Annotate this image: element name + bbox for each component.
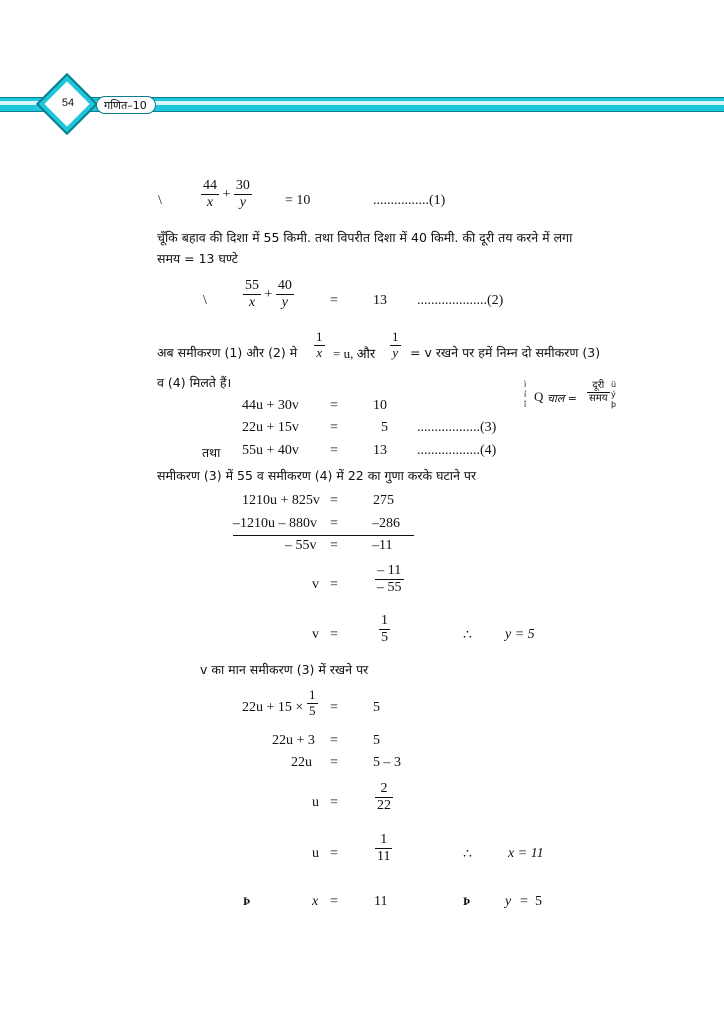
right-brace-marks: ü ý þ xyxy=(611,380,617,409)
equation-1: $\frac{44}{x}$ + $\frac{30}{y}$ xyxy=(203,178,250,211)
fraction-v-result: $\frac{1}{5}$ xyxy=(381,613,388,646)
equation-lhs: – 55v xyxy=(285,538,317,553)
equation-2-rhs: 13 xyxy=(373,293,387,308)
equation-lhs: 22u + 3 xyxy=(272,733,315,748)
equation-lhs: 55u + 40v xyxy=(242,443,299,458)
paragraph-line: समीकरण (3) में 55 व समीकरण (4) में 22 का गुणा करके घटाने पर xyxy=(157,468,477,483)
paragraph-line: चूँकि बहाव की दिशा में 55 किमी. तथा विपरीत दिशा में 40 किमी. की दूरी तय करने में लगा xyxy=(157,230,573,245)
implies-symbol: Þ xyxy=(463,894,471,908)
u-definition: = u, और xyxy=(333,346,376,361)
equation-4-tag: ..................(4) xyxy=(417,443,497,458)
paragraph-line: = v रखने पर हमें निम्न दो समीकरण (3) xyxy=(410,345,601,360)
equation-rhs: 10 xyxy=(373,398,387,413)
therefore-symbol: ∴ xyxy=(463,847,472,862)
fraction-1-over-x: $\frac{1}{x}$ xyxy=(316,329,323,360)
x-result: x = 11 xyxy=(508,846,544,861)
fraction-one-fifth: $\frac{1}{5}$ xyxy=(309,687,316,718)
equals-sign: = xyxy=(330,398,338,413)
equation-lhs: v xyxy=(312,577,319,592)
page-number: 54 xyxy=(61,97,75,109)
equals-sign: = xyxy=(330,577,338,592)
equation-lhs: –1210u – 880v xyxy=(233,516,317,531)
equals-sign: = xyxy=(330,894,338,909)
equals-sign: = xyxy=(330,627,338,642)
equals-sign: = xyxy=(520,894,528,909)
equals-sign: = xyxy=(330,795,338,810)
fraction-v: $\frac{- 11}{- 55}$ xyxy=(377,563,402,596)
equation-lhs: u xyxy=(312,846,319,861)
speed-formula: $\frac{\text{दूरी}}{\text{समय}}$ xyxy=(589,380,608,404)
subject-title: गणित–10 xyxy=(104,99,147,112)
equals-sign: = xyxy=(330,420,338,435)
fraction-1-over-y: $\frac{1}{y}$ xyxy=(392,329,399,360)
equation-rhs: –11 xyxy=(372,538,393,553)
equation-rhs: 275 xyxy=(373,493,394,508)
equals-sign: = xyxy=(330,538,338,553)
equals-sign: = xyxy=(330,846,338,861)
paragraph-line: समय = 13 घण्टे xyxy=(157,251,238,266)
equation-rhs: 5 xyxy=(373,733,380,748)
equation-rhs: 5 xyxy=(381,420,388,435)
word-tatha: तथा xyxy=(202,445,221,460)
equation-1-rhs: = 10 xyxy=(285,193,311,208)
paragraph-line: अब समीकरण (1) और (2) मे xyxy=(157,345,298,360)
paragraph-line: v का मान समीकरण (3) में रखने पर xyxy=(200,662,369,677)
therefore-symbol: ∴ xyxy=(463,628,472,643)
equation-rhs: 5 xyxy=(373,700,380,715)
equation-lhs: 44u + 30v xyxy=(242,398,299,413)
speed-label: चाल = xyxy=(547,392,578,405)
equals-sign: = xyxy=(330,755,338,770)
equals-sign: = xyxy=(330,493,338,508)
equation-lhs: 22u + 15v xyxy=(242,420,299,435)
y-result: y = 5 xyxy=(505,627,535,642)
subtraction-rule xyxy=(233,535,414,536)
equation-2: $\frac{55}{x}$ + $\frac{40}{y}$ xyxy=(245,278,292,311)
equals-sign: = xyxy=(330,293,338,308)
therefore-symbol: \ xyxy=(203,293,207,308)
therefore-symbol: \ xyxy=(158,193,162,208)
final-y-value: 5 xyxy=(535,894,542,909)
fraction-u-result: $\frac{1}{11}$ xyxy=(377,832,391,865)
equation-1-tag: ................(1) xyxy=(373,193,446,208)
equation-rhs: 5 – 3 xyxy=(373,755,401,770)
equals-sign: = xyxy=(330,443,338,458)
equation-lhs: 22u + 15 × xyxy=(242,700,304,715)
equation-lhs: u xyxy=(312,795,319,810)
equals-sign: = xyxy=(330,733,338,748)
equation-lhs: 22u xyxy=(291,755,312,770)
implies-symbol: Þ xyxy=(243,894,251,908)
since-symbol: Q xyxy=(534,389,544,404)
fraction-u: $\frac{2}{22}$ xyxy=(377,781,391,814)
left-brace-marks: ì í î xyxy=(524,380,527,409)
equation-rhs: 13 xyxy=(373,443,387,458)
paragraph-line: व (4) मिलते हैं। xyxy=(157,375,232,390)
final-x-value: 11 xyxy=(374,894,388,909)
equals-sign: = xyxy=(330,700,338,715)
equation-3-tag: ..................(3) xyxy=(417,420,497,435)
final-y-label: y xyxy=(505,894,512,909)
equation-lhs: 1210u + 825v xyxy=(242,493,320,508)
final-x-label: x xyxy=(312,894,319,909)
equation-2-tag: ....................(2) xyxy=(417,293,504,308)
equation-rhs: –286 xyxy=(372,516,400,531)
equals-sign: = xyxy=(330,516,338,531)
equation-lhs: v xyxy=(312,627,319,642)
